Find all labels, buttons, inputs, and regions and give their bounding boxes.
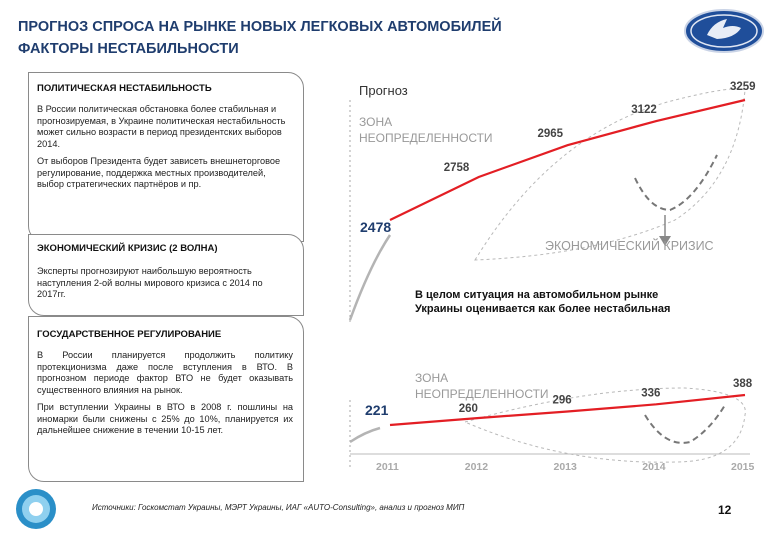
political-text-2: От выборов Президента будет зависеть внешнеторговое регулирование, поддержка местных производителей, выбор стратегических партнёров и пр. bbox=[37, 156, 281, 189]
x-tick-label: 2011 bbox=[376, 461, 399, 473]
political-text-1: В России политическая обстановка более стабильная и прогнозируемая, в Украине политическая нестабильность может сильно возрасти в период президентских выборов 2014. bbox=[37, 104, 286, 149]
forecast-label: Прогноз bbox=[359, 83, 408, 98]
x-tick-label: 2012 bbox=[464, 461, 489, 473]
title-line-1: ПРОГНОЗ СПРОСА НА РЫНКЕ НОВЫХ ЛЕГКОВЫХ АВТОМОБИЛЕЙ bbox=[18, 19, 502, 35]
state-text-2: При вступлении Украины в ВТО в 2008 г. пошлины на иномарки были снижены с 25% до 10%, планируется их дальнейшее снижение в течении 10-15 лет. bbox=[37, 402, 293, 435]
state-heading: ГОСУДАРСТВЕННОЕ РЕГУЛИРОВАНИЕ bbox=[37, 329, 222, 340]
title-line-2: ФАКТОРЫ НЕСТАБИЛЬНОСТИ bbox=[18, 41, 239, 57]
economic-crisis-panel bbox=[28, 234, 304, 316]
lower-value-label: 296 bbox=[552, 394, 572, 407]
source-note: Источники: Госкомстат Украины, МЭРТ Украины, ИАГ «AUTO-Consulting», анализ и прогноз МИП bbox=[92, 503, 465, 512]
state-text-1: В России планируется продолжить политику протекционизма даже после вступления в ВТО. В прогнозном периоде фактор ВТО не будет оказывать существенного влияния на рынок. bbox=[37, 350, 293, 395]
upper-zone-line2: НЕОПРЕДЕЛЕННОСТИ bbox=[359, 131, 493, 145]
page-number: 12 bbox=[718, 503, 732, 517]
x-tick-label: 2015 bbox=[731, 461, 755, 473]
upper-zone-line1: ЗОНА bbox=[359, 115, 393, 129]
upper-value-label: 3259 bbox=[730, 81, 756, 93]
crisis-heading: ЭКОНОМИЧЕСКИЙ КРИЗИС (2 ВОЛНА) bbox=[37, 243, 218, 254]
lada-logo-icon bbox=[683, 8, 765, 54]
upper-value-label: 2478 bbox=[360, 219, 392, 235]
page-title bbox=[18, 16, 502, 60]
lower-zone-line2: НЕОПРЕДЕЛЕННОСТИ bbox=[415, 387, 549, 401]
lower-value-label: 260 bbox=[458, 402, 478, 415]
lower-crisis-dashed bbox=[645, 405, 725, 443]
upper-value-label: 3122 bbox=[631, 104, 657, 117]
upper-history-line bbox=[350, 235, 390, 320]
state-regulation-panel bbox=[28, 316, 304, 482]
lower-history-line bbox=[350, 428, 380, 442]
upper-forecast-line bbox=[390, 100, 745, 220]
forecast-chart bbox=[345, 70, 765, 480]
upper-uncertainty-zone bbox=[475, 89, 745, 260]
lower-value-label: 221 bbox=[365, 402, 389, 418]
x-tick-label: 2014 bbox=[642, 461, 666, 473]
upper-crisis-dashed bbox=[635, 155, 717, 210]
political-instability-panel bbox=[28, 72, 304, 242]
lower-zone-line1: ЗОНА bbox=[415, 371, 449, 385]
market-stability-note: В целом ситуация на автомобильном рынке Украины оценивается как более нестабильная bbox=[415, 289, 671, 315]
crisis-label: ЭКОНОМИЧЕСКИЙ КРИЗИС bbox=[545, 239, 714, 253]
crisis-text: Эксперты прогнозируют наибольшую вероятность наступления 2-ой волны мирового кризиса с 2014 по 2017гг. bbox=[37, 266, 263, 299]
upper-value-label: 2758 bbox=[443, 161, 470, 174]
political-heading: ПОЛИТИЧЕСКАЯ НЕСТАБИЛЬНОСТЬ bbox=[37, 83, 212, 94]
x-tick-label: 2013 bbox=[553, 461, 577, 473]
upper-value-label: 2965 bbox=[537, 128, 564, 141]
lower-value-label: 388 bbox=[733, 378, 753, 390]
company-badge-icon bbox=[12, 485, 60, 533]
lower-value-label: 336 bbox=[641, 387, 661, 400]
